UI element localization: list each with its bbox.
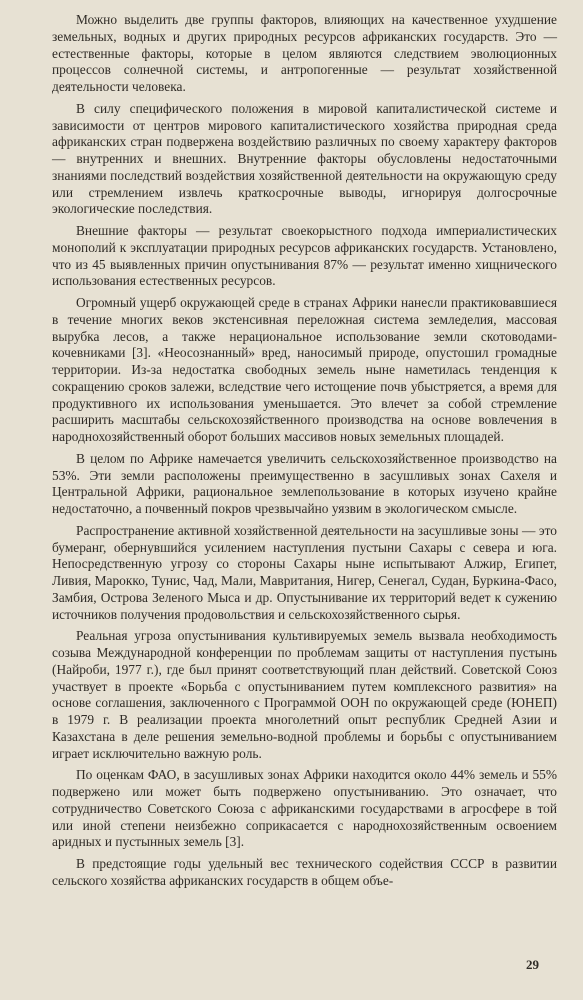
paragraph-sahara-advance: Распространение активной хозяйственной деятельности на засушливые зоны — это бумеранг, обернувшийся усилением наступления пустыни Сахары с севера и юга. Непосредственную угрозу со стороны Сахары ныне испытывают Алжир, Египет, Ливия, Марокко, Тунис, Чад, Мали, Мавритания, Нигер, Сенегал, Судан, Буркина-Фасо, Замбия, Острова Зеленого Мыса и др. Опустынивание их территорий ведет к сужению источников получения продовольствия и сельскохозяйственного сырья. [52, 522, 557, 622]
paragraph-world-system: В силу специфического положения в мировой капиталистической системе и зависимости от центров мирового капиталистического хозяйства природная среда африканских стран подвержена воздействию различных по своему характеру факторов — внутренних и внешних. Внутренние факторы обусловлены недостаточными знаниями последствий воздействия хозяйственной деятельности на окружающую среду или стремлением извлечь краткосрочные выводы, игнорируя долгосрочные экологические последствия. [52, 100, 557, 217]
paragraph-agricultural-growth: В целом по Африке намечается увеличить сельскохозяйственное производство на 53%. Эти земли расположены преимущественно в засушливых зонах Сахеля и Центральной Африки, рациональное землепользование в которых изучено крайне недостаточно, а почвенный покров чрезвычайно уязвим в экологическом смысле. [52, 450, 557, 516]
paragraph-technical-assistance: В предстоящие годы удельный вес технического содействия СССР в развитии сельского хозяйства африканских государств в общем объе- [52, 856, 557, 888]
paragraph-nairobi-conference: Реальная угроза опустынивания культивируемых земель вызвала необходимость созыва Международной конференции по проблемам защиты от наступления пустынь (Найроби, 1977 г.), где был принят соответствующий план действий. Советской Союз участвует в проекте «Борьба с опустыниванием путем комплексного развития» на основе соглашения, заключенного с Программой ООН по окружающей среде (ЮНЕП) в 1979 г. В реализации проекта многолетний опыт республик Средней Азии и Казахстана в деле решения земельно-водной проблемы и борьбы с опустыниванием играет исключительно важную роль. [52, 628, 557, 761]
page-number: 29 [526, 957, 539, 973]
paragraph-external-factors: Внешние факторы — результат своекорыстного подхода империалистических монополий к эксплуатации природных ресурсов африканских государств. Установлено, что из 45 выявленных причин опустынивания 87% — результат именно хищнического использования естественных ресурсов. [52, 223, 557, 289]
paragraph-factor-groups: Можно выделить две группы факторов, влияющих на качественное ухудшение земельных, водных и других природных ресурсов африканских государств. Это — естественные факторы, которые в целом являются следствием эволюционных процессов солнечной системы, и антропогенные — результат хозяйственной деятельности человека. [52, 12, 557, 94]
paragraph-environmental-damage: Огромный ущерб окружающей среде в странах Африки нанесли практиковавшиеся в течение многих веков экстенсивная переложная система земледелия, массовая вырубка лесов, а также нерациональное использование земли скотоводами-кочевниками [3]. «Неосознанный» вред, наносимый природе, опустошил громадные территории. Из-за недостатка свободных земель ныне наметилась тенденция к сокращению сроков залежи, вследствие чего истощение почв убыстряется, а время для продуктивного их использования уменьшается. Это влечет за собой стремление расширить масштабы сельскохозяйственного производства на основе вовлечения в народнохозяйственный оборот больших массивов новых земельных площадей. [52, 295, 557, 444]
paragraph-fao-estimates: По оценкам ФАО, в засушливых зонах Африки находится около 44% земель и 55% подвержено или может быть подвержено опустыниванию. Это означает, что сотрудничество Советского Союза с африканскими государствами в агросфере в той или иной степени неизбежно соприкасается с народнохозяйственным освоением аридных и пустынных земель [3]. [52, 767, 557, 850]
